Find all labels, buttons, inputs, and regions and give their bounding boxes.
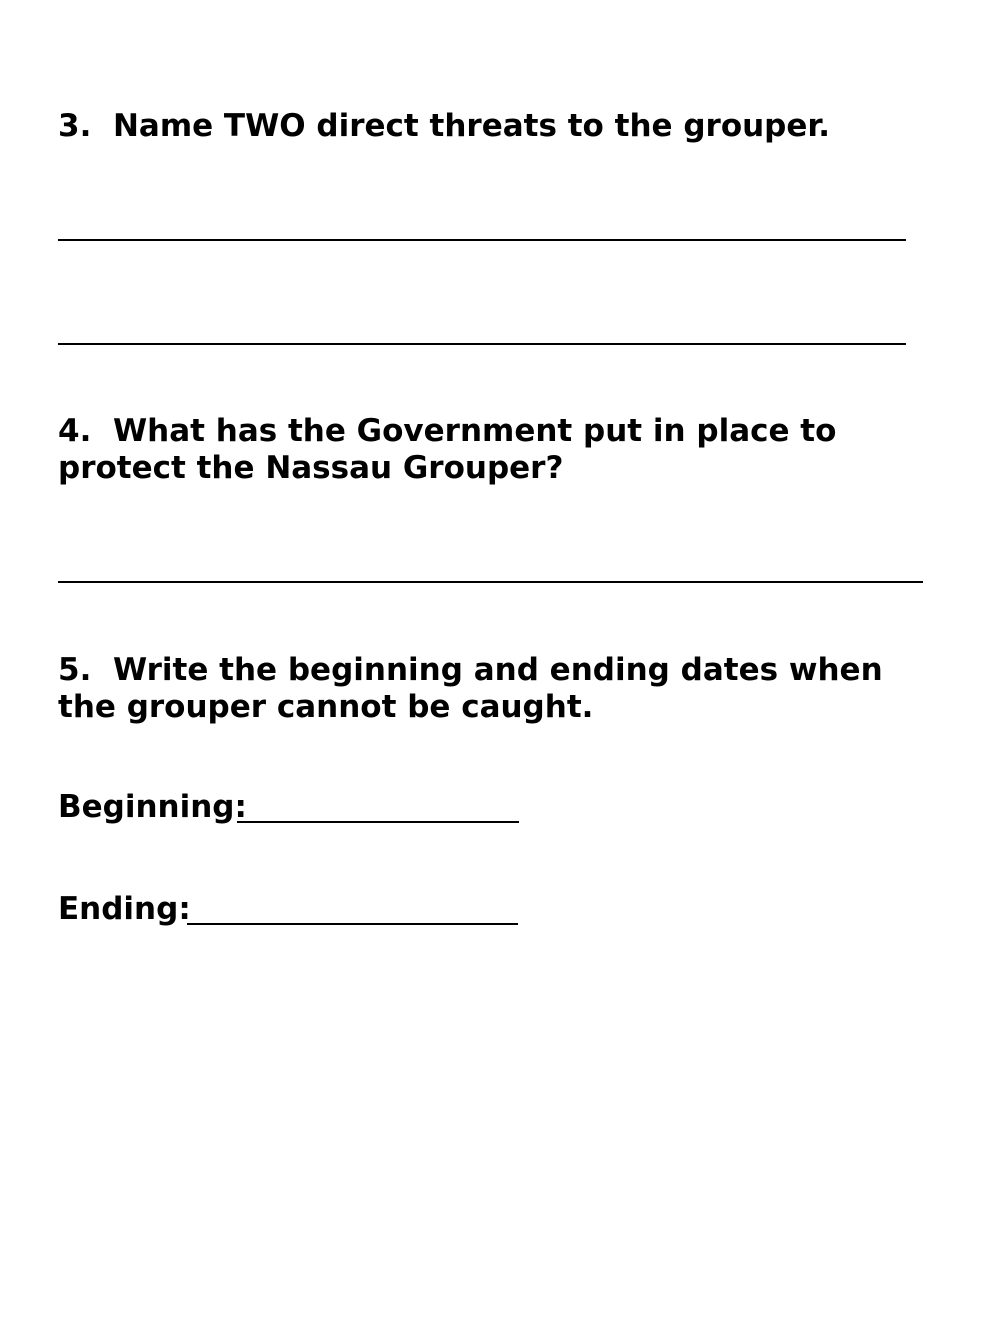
ending-label: Ending: bbox=[58, 891, 191, 927]
beginning-answer-line[interactable] bbox=[237, 821, 519, 823]
answer-line-3b[interactable] bbox=[58, 343, 906, 345]
question-4 bbox=[58, 413, 918, 487]
ending-answer-line[interactable] bbox=[187, 923, 518, 925]
question-3-text: Name TWO direct threats to the grouper. bbox=[112, 108, 831, 144]
answer-line-3a[interactable] bbox=[58, 239, 906, 241]
beginning-label: Beginning: bbox=[58, 789, 247, 825]
question-4-text: What has the Government put in place to protect the Nassau Grouper? bbox=[58, 413, 837, 486]
question-3 bbox=[58, 108, 938, 145]
question-5-text: Write the beginning and ending dates when the grouper cannot be caught. bbox=[58, 652, 883, 725]
question-3-number: 3. bbox=[58, 108, 92, 144]
answer-line-4[interactable] bbox=[58, 581, 923, 583]
question-5 bbox=[58, 652, 918, 726]
question-5-number: 5. bbox=[58, 652, 92, 688]
question-4-number: 4. bbox=[58, 413, 92, 449]
